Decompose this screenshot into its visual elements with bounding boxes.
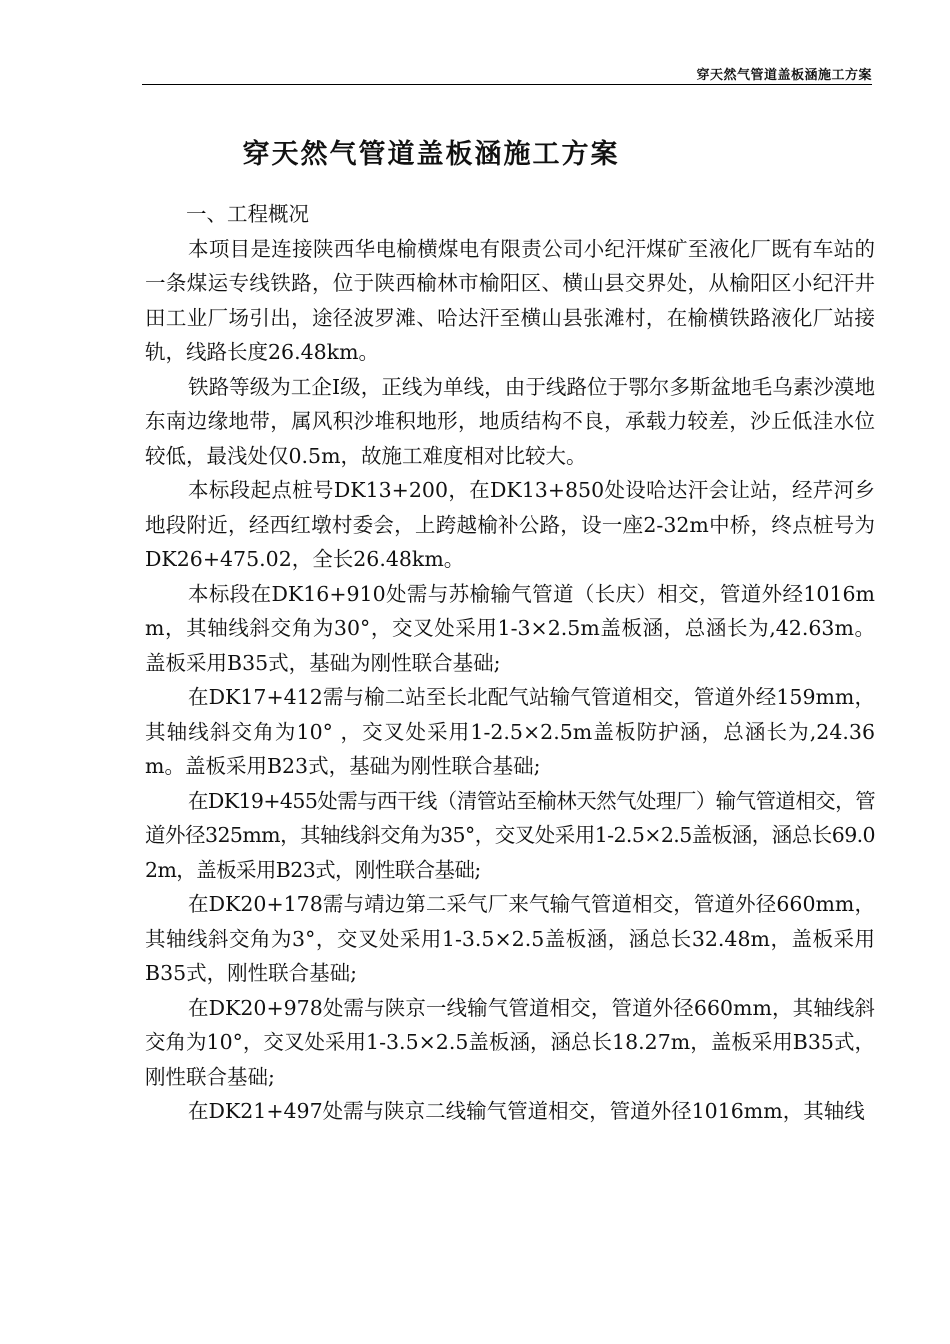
paragraph-crossing-dk19: 在DK19+455处需与西干线（清管站至榆林天然气处理厂）输气管道相交，管道外径325mm，其轴线斜交角为35°，交叉处采用1-2.5×2.5盖板涵，涵总长69.02m，盖板采用B23式，刚性联合基础;: [145, 788, 875, 882]
paragraph-crossing-dk20-978: 在DK20+978处需与陕京一线输气管道相交，管道外径660mm，其轴线斜交角为10°，交叉处采用1-3.5×2.5盖板涵，涵总长18.27m，盖板采用B35式，刚性联合基础;: [145, 995, 875, 1089]
paragraph-project-overview: 本项目是连接陕西华电榆横煤电有限责公司小纪汗煤矿至液化厂既有车站的一条煤运专线铁路，位于陕西榆林市榆阳区、横山县交界处，从榆阳区小纪汗井田工业厂场引出，途径波罗滩、哈达汗至横山县张滩村，在榆横铁路液化厂站接轨，线路长度26.48km。: [145, 236, 875, 364]
paragraph-crossing-dk20-178: 在DK20+178需与靖边第二采气厂来气输气管道相交，管道外径660mm，其轴线斜交角为3°，交叉处采用1-3.5×2.5盖板涵，涵总长32.48m，盖板采用B35式，刚性联合基础;: [145, 892, 875, 985]
header-divider: [142, 84, 872, 85]
running-header-title: 穿天然气管道盖板涵施工方案: [696, 68, 872, 83]
paragraph-crossing-dk17: 在DK17+412需与榆二站至长北配气站输气管道相交，管道外经159mm，其轴线斜交角为10° ，交叉处采用1-2.5×2.5m盖板防护涵，总涵长为,24.36m。盖板采用B23式，基础为刚性联合基础;: [145, 685, 875, 778]
section-heading: 一、工程概况: [186, 202, 309, 226]
paragraph-crossing-dk16: 本标段在DK16+910处需与苏榆输气管道（长庆）相交，管道外经1016mm，其轴线斜交角为30°，交叉处采用1-3×2.5m盖板涵，总涵长为,42.63m。盖板采用B35式，基础为刚性联合基础;: [145, 581, 875, 675]
document-body: [145, 197, 875, 1129]
paragraph-railway-grade: 铁路等级为工企Ⅰ级，正线为单线，由于线路位于鄂尔多斯盆地毛乌素沙漠地东南边缘地带，属风积沙堆积地形，地质结构不良，承载力较差，沙丘低洼水位较低，最浅处仅0.5m，故施工难度相对比较大。: [145, 374, 875, 468]
paragraph-crossing-dk21: 在DK21+497处需与陕京二线输气管道相交，管道外径1016mm，其轴线: [188, 1099, 865, 1123]
paragraph-section-range: 本标段起点桩号DK13+200，在DK13+850处设哈达汗会让站，经芹河乡地段附近，经西红墩村委会，上跨越榆补公路，设一座2-32m中桥，终点桩号为DK26+475.02，全长26.48km。: [145, 478, 875, 571]
document-title: 穿天然气管道盖板涵施工方案: [242, 139, 620, 170]
